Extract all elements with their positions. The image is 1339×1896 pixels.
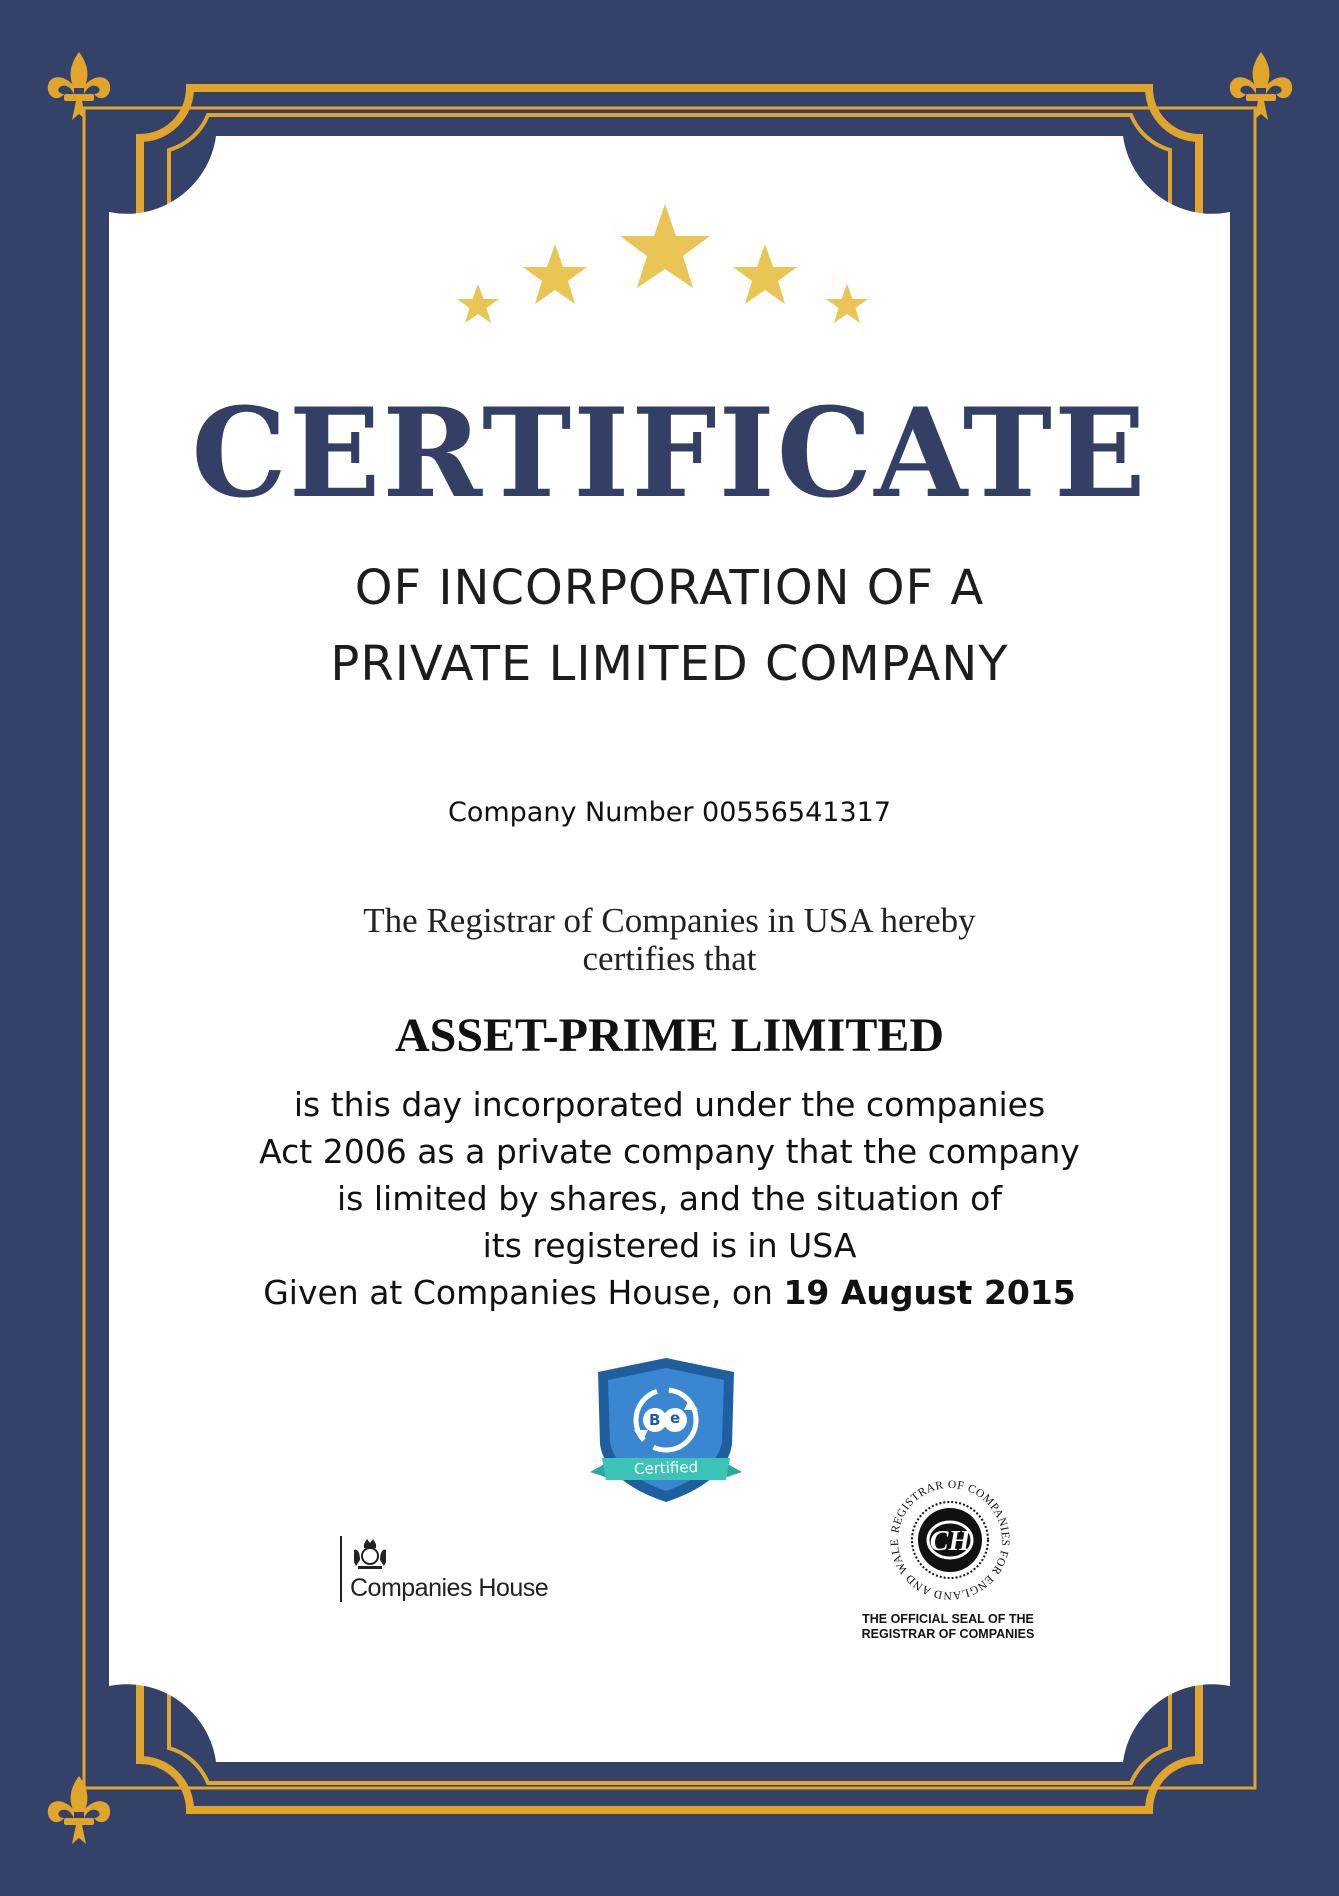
badge-shield-icon	[586, 1354, 746, 1506]
seal-caption-line-1: THE OFFICIAL SEAL OF THE	[862, 1612, 1034, 1626]
seal-monogram: CH	[929, 1526, 971, 1557]
fleur-de-lis-icon	[44, 1774, 114, 1850]
certified-badge	[586, 1354, 746, 1506]
star-icon	[523, 244, 587, 304]
body-line-3: is limited by shares, and the situation of	[337, 1179, 1002, 1218]
body-line-4: its registered is in USA	[482, 1226, 857, 1265]
given-at-prefix: Given at Companies House, on	[263, 1273, 784, 1312]
certificate-title: CERTIFICATE	[191, 381, 1148, 526]
body-line-2: Act 2006 as a private company that the company	[259, 1132, 1080, 1171]
companies-house-logo	[340, 1536, 560, 1606]
seal-ring-text: REGISTRAR OF COMPANIES FOR ENGLAND AND WALE	[888, 1478, 1012, 1602]
star-icon	[826, 284, 868, 323]
stars-row	[440, 196, 900, 336]
fleur-de-lis-icon	[1226, 50, 1296, 126]
coin-bitcoin-symbol: B	[649, 1411, 661, 1429]
star-icon	[733, 244, 797, 304]
body-line-1: is this day incorporated under the companies	[293, 1085, 1046, 1124]
official-seal	[880, 1470, 1020, 1610]
registrar-line-2: certifies that	[582, 939, 757, 978]
registrar-line-1: The Registrar of Companies in USA hereby	[363, 901, 976, 940]
given-at-line	[0, 1269, 1339, 1316]
company-number: Company Number 00556541317	[447, 797, 892, 828]
company-name: ASSET-PRIME LIMITED	[394, 1009, 945, 1062]
royal-crest-icon	[350, 1536, 390, 1572]
subtitle-line-2: PRIVATE LIMITED COMPANY	[330, 636, 1009, 692]
star-icon	[457, 284, 499, 323]
logo-divider	[340, 1536, 342, 1602]
subtitle-line-1: OF INCORPORATION OF A	[354, 560, 985, 616]
companies-house-label: Companies House	[350, 1574, 549, 1602]
coin-ethereum-symbol: e	[670, 1409, 681, 1427]
incorporation-date: 19 August 2015	[783, 1273, 1076, 1312]
star-icon	[620, 204, 710, 288]
badge-label: Certified	[633, 1457, 699, 1479]
seal-caption-line-2: REGISTRAR OF COMPANIES	[861, 1627, 1035, 1641]
fleur-de-lis-icon	[44, 50, 114, 126]
